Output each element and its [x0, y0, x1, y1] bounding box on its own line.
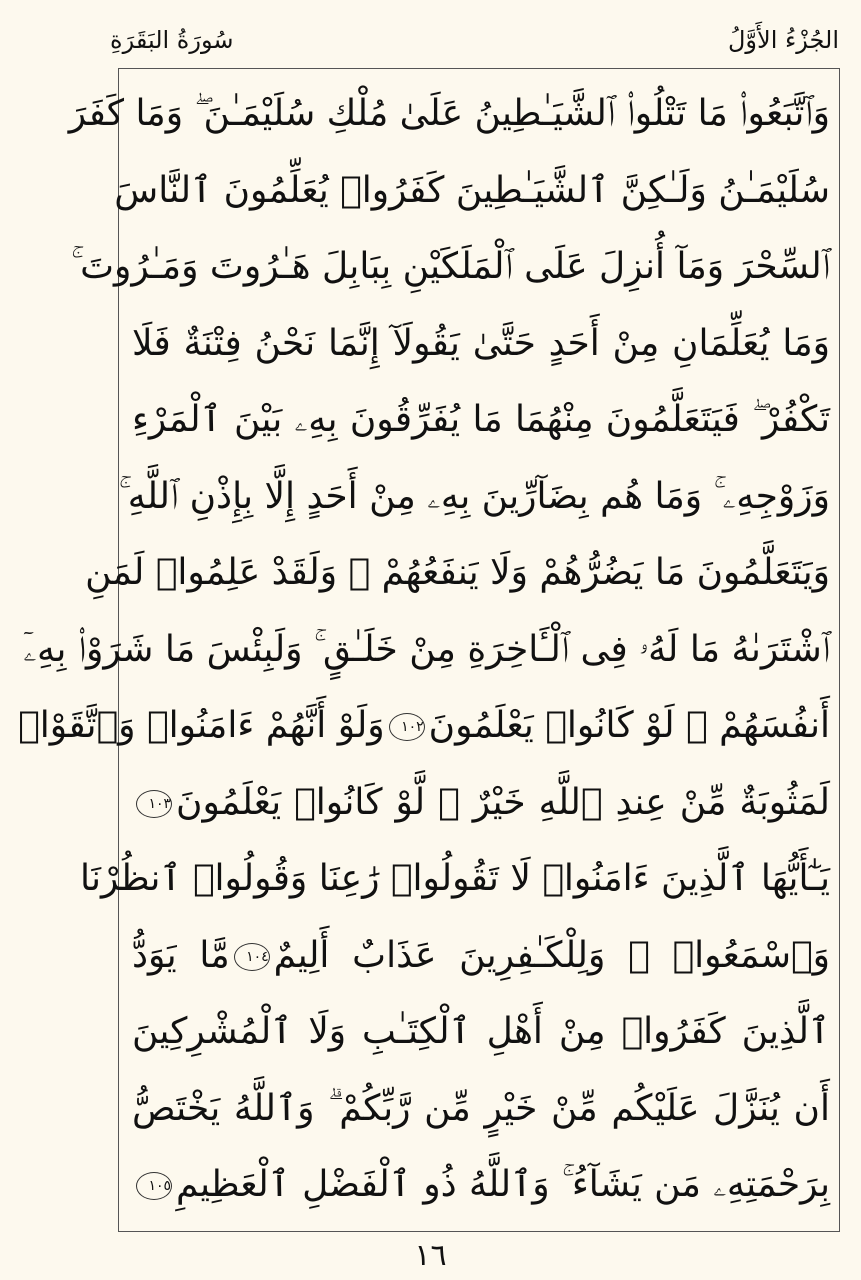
ayah-number-marker: ١٠٣ — [136, 790, 172, 818]
text-line — [71, 229, 830, 306]
page-header — [0, 20, 861, 60]
text-line — [132, 994, 830, 1071]
verse-text: وَٱسْمَعُوا۟ ۗ وَلِلْكَـٰفِرِينَ عَذَابٌ أَلِيمٌ — [273, 934, 830, 976]
ayah-number-marker: ١٠٥ — [136, 1172, 172, 1200]
juz-title: الجُزْءُ الأَوَّلُ — [727, 26, 839, 54]
text-line — [132, 1147, 830, 1224]
text-line — [132, 765, 830, 842]
verse-text: بِرَحْمَتِهِۦ مَن يَشَآءُ ۚ وَٱللَّهُ ذُو ٱلْفَضْلِ ٱلْعَظِيمِ — [176, 1164, 830, 1205]
verse-text: ٱلَّذِينَ كَفَرُوا۟ مِنْ أَهْلِ ٱلْكِتَـٰبِ وَلَا ٱلْمُشْرِكِينَ — [132, 1011, 830, 1052]
verse-text: تَكْفُرْ ۖ فَيَتَعَلَّمُونَ مِنْهُمَا مَا يُفَرِّقُونَ بِهِۦ بَيْنَ ٱلْمَرْءِ — [132, 399, 830, 440]
text-line — [132, 306, 830, 383]
verse-text: ٱلسِّحْرَ وَمَآ أُنزِلَ عَلَى ٱلْمَلَكَيْنِ بِبَابِلَ هَـٰرُوتَ وَمَـٰرُوتَ ۚ — [71, 246, 830, 287]
verse-text: وَلَوْ أَنَّهُمْ ءَامَنُوا۟ وَٱتَّقَوْا۟ — [18, 705, 385, 746]
verse-text: أَنفُسَهُمْ ۚ لَوْ كَانُوا۟ يَعْلَمُونَ — [428, 705, 830, 746]
verse-text: وَمَا يُعَلِّمَانِ مِنْ أَحَدٍ حَتَّىٰ يَقُولَآ إِنَّمَا نَحْنُ فِتْنَةٌ فَلَا — [132, 322, 830, 364]
text-line — [23, 612, 830, 689]
text-line — [18, 688, 830, 765]
verse-text: أَن يُنَزَّلَ عَلَيْكُم مِّنْ خَيْرٍ مِّن رَّبِّكُمْ ۗ وَٱللَّهُ يَخْتَصُّ — [132, 1087, 830, 1129]
verse-text: وَيَتَعَلَّمُونَ مَا يَضُرُّهُمْ وَلَا يَنفَعُهُمْ ۚ وَلَقَدْ عَلِمُوا۟ لَمَنِ — [85, 552, 830, 593]
verse-text: لَمَثُوبَةٌ مِّنْ عِندِ ٱللَّهِ خَيْرٌ ۖ لَّوْ كَانُوا۟ يَعْلَمُونَ — [176, 781, 830, 823]
text-line — [132, 1071, 830, 1148]
ayah-number-marker: ١٠٢ — [389, 713, 425, 741]
verse-text: يَـٰٓأَيُّهَا ٱلَّذِينَ ءَامَنُوا۟ لَا تَقُولُوا۟ رَٰعِنَا وَقُولُوا۟ ٱنظُرْنَا — [80, 858, 830, 899]
page-number: ١٦ — [414, 1238, 447, 1273]
verse-text: ٱشْتَرَىٰهُ مَا لَهُۥ فِى ٱلْـَٔاخِرَةِ مِنْ خَلَـٰقٍ ۚ وَلَبِئْسَ مَا شَرَوْا۟ بِهِۦٓ — [23, 628, 830, 670]
ayah-number-marker: ١٠٤ — [234, 943, 270, 971]
text-line — [132, 382, 830, 459]
verse-text: وَٱتَّبَعُوا۟ مَا تَتْلُوا۟ ٱلشَّيَـٰطِينُ عَلَىٰ مُلْكِ سُلَيْمَـٰنَ ۖ وَمَا كَفَرَ — [68, 93, 830, 134]
verse-text: سُلَيْمَـٰنُ وَلَـٰكِنَّ ٱلشَّيَـٰطِينَ كَفَرُوا۟ يُعَلِّمُونَ ٱلنَّاسَ — [114, 169, 830, 211]
verse-text: وَزَوْجِهِۦ ۚ وَمَا هُم بِضَآرِّينَ بِهِۦ مِنْ أَحَدٍ إِلَّا بِإِذْنِ ٱللَّهِ ۚ — [118, 475, 830, 517]
text-line — [85, 535, 830, 612]
verse-text: مَّا يَوَدُّ — [132, 934, 230, 976]
text-line — [118, 459, 830, 536]
text-line — [68, 76, 830, 153]
surah-title: سُورَةُ البَقَرَةِ — [110, 26, 234, 54]
text-line — [114, 153, 830, 230]
quran-text — [18, 76, 830, 1226]
text-line — [80, 841, 830, 918]
text-line — [132, 918, 830, 995]
